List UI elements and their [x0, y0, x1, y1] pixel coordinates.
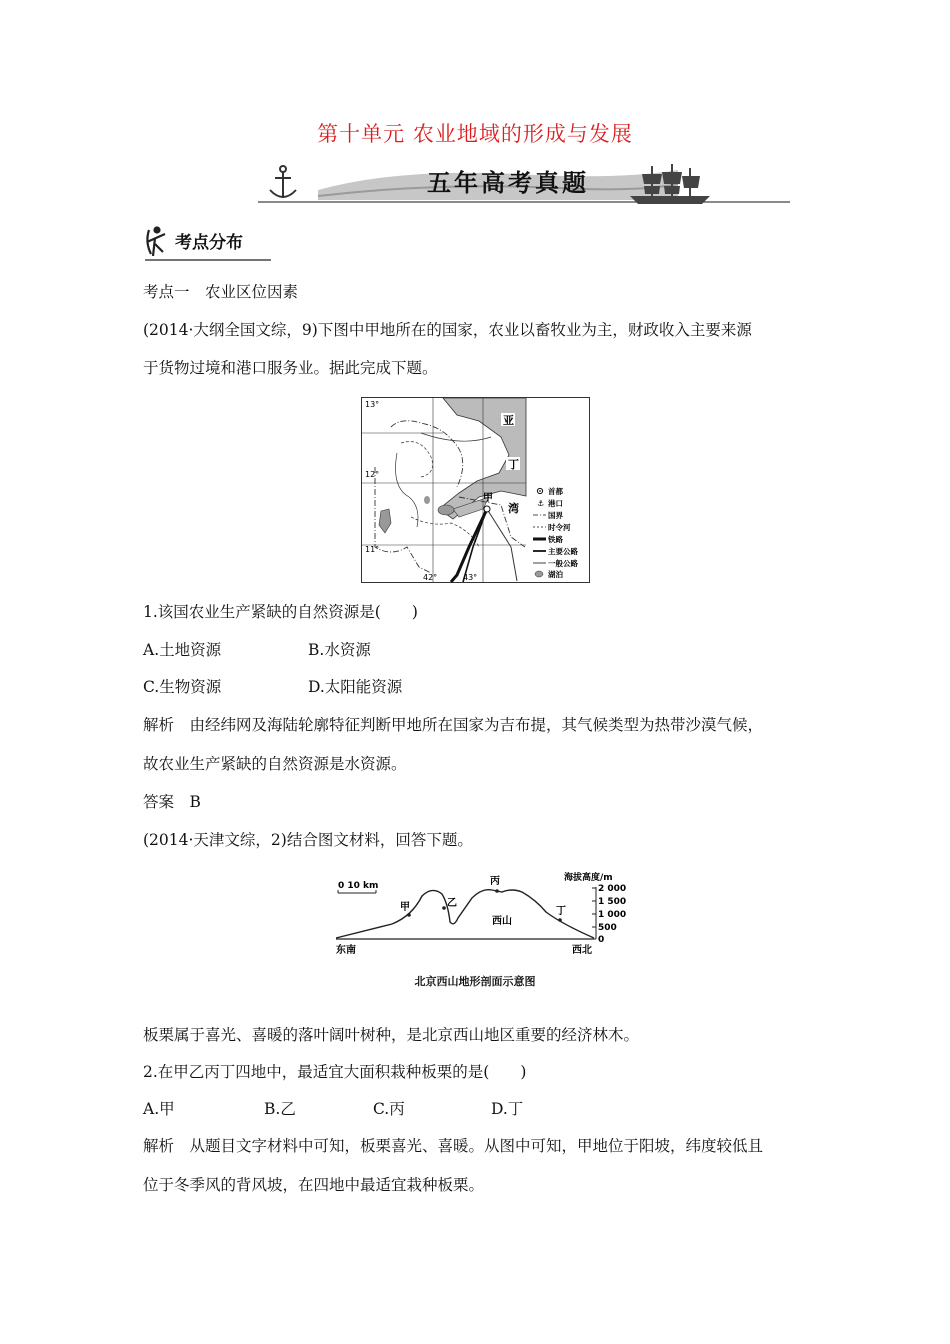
tick-500: 500 — [598, 923, 617, 933]
q1-intro-line2: 于货物过境和港口服务业。据此完成下题。 — [143, 359, 438, 377]
q1-option-d: D.太阳能资源 — [308, 678, 403, 696]
axis-title: 海拔高度/m — [564, 873, 613, 883]
scale-label: 0 10 km — [338, 881, 379, 891]
q1-option-b: B.水资源 — [308, 641, 371, 659]
lon-label-43: 43° — [463, 573, 478, 582]
section-title: 考点分布 — [175, 233, 243, 252]
legend-port: 港口 — [548, 499, 563, 508]
banner — [258, 160, 790, 208]
q2-intro: (2014·天津文综，2)结合图文材料，回答下题。 — [143, 831, 473, 849]
tick-1500: 1 500 — [598, 897, 627, 907]
lon-label-42: 42° — [423, 573, 438, 582]
svg-text:⚓: ⚓ — [537, 499, 545, 508]
lat-label-13: 13° — [365, 400, 380, 409]
mountain-label: 西山 — [492, 916, 512, 927]
q2-analysis-line1: 解析 从题目文字材料中可知，板栗喜光、喜暖。从图中可知，甲地位于阳坡，纬度较低且 — [143, 1137, 764, 1155]
label-ya: 亚 — [503, 414, 514, 427]
lat-label-11: 11° — [365, 545, 380, 554]
lat-label-12: 12° — [365, 470, 380, 479]
q1-intro-line1: (2014·大纲全国文综，9)下图中甲地所在的国家，农业以畜牧业为主，财政收入主要来源 — [143, 321, 752, 339]
archer-icon — [147, 228, 165, 257]
q1-stem: 1.该国农业生产紧缺的自然资源是( ) — [143, 603, 418, 621]
banner-text: 五年高考真题 — [427, 170, 589, 197]
label-ding: 丁 — [508, 458, 519, 471]
q2-material: 板栗属于喜光、喜暖的落叶阔叶树种，是北京西山地区重要的经济林木。 — [143, 1026, 640, 1044]
tick-2000: 2 000 — [598, 884, 627, 894]
label-wan: 湾 — [508, 502, 519, 515]
q2-option-c: C.丙 — [373, 1100, 405, 1118]
legend-road: 一般公路 — [548, 559, 578, 568]
q1-analysis-line1: 解析 由经纬网及海陆轮廓特征判断甲地所在国家为吉布提，其气候类型为热带沙漠气候， — [143, 716, 764, 734]
page-title: 第十单元 农业地域的形成与发展 — [317, 122, 633, 146]
djibouti-map — [361, 397, 590, 583]
q1-answer: 答案 B — [143, 793, 201, 811]
anchor-icon — [270, 166, 296, 198]
legend-capital: 首都 — [548, 487, 563, 496]
section-header — [143, 222, 271, 262]
point-yi: 乙 — [447, 898, 457, 909]
tick-0: 0 — [598, 935, 605, 945]
legend-border: 国界 — [548, 511, 563, 520]
legend-lake: 湖泊 — [548, 570, 563, 579]
q2-option-a: A.甲 — [143, 1100, 175, 1118]
q2-option-d: D.丁 — [491, 1100, 524, 1118]
figure-caption: 北京西山地形剖面示意图 — [414, 975, 536, 988]
q1-option-c: C.生物资源 — [143, 678, 222, 696]
topic-heading: 考点一 农业区位因素 — [143, 283, 299, 301]
point-bing: 丙 — [490, 876, 500, 887]
legend-railway: 铁路 — [548, 535, 563, 544]
q2-option-b: B.乙 — [264, 1100, 296, 1118]
direction-northwest: 西北 — [572, 945, 592, 956]
legend-seasonal-river: 时令河 — [548, 523, 571, 532]
q2-stem: 2.在甲乙丙丁四地中，最适宜大面积栽种板栗的是( ) — [143, 1063, 527, 1081]
legend-main-road: 主要公路 — [548, 547, 578, 556]
q2-analysis-line2: 位于冬季风的背风坡，在四地中最适宜栽种板栗。 — [143, 1176, 485, 1194]
q1-analysis-line2: 故农业生产紧缺的自然资源是水资源。 — [143, 755, 407, 773]
q1-option-a: A.土地资源 — [143, 641, 222, 659]
direction-southeast: 东南 — [336, 945, 356, 956]
point-jia: 甲 — [400, 902, 410, 913]
tick-1000: 1 000 — [598, 910, 627, 920]
label-jia: 甲 — [483, 493, 493, 504]
point-ding: 丁 — [556, 906, 566, 917]
